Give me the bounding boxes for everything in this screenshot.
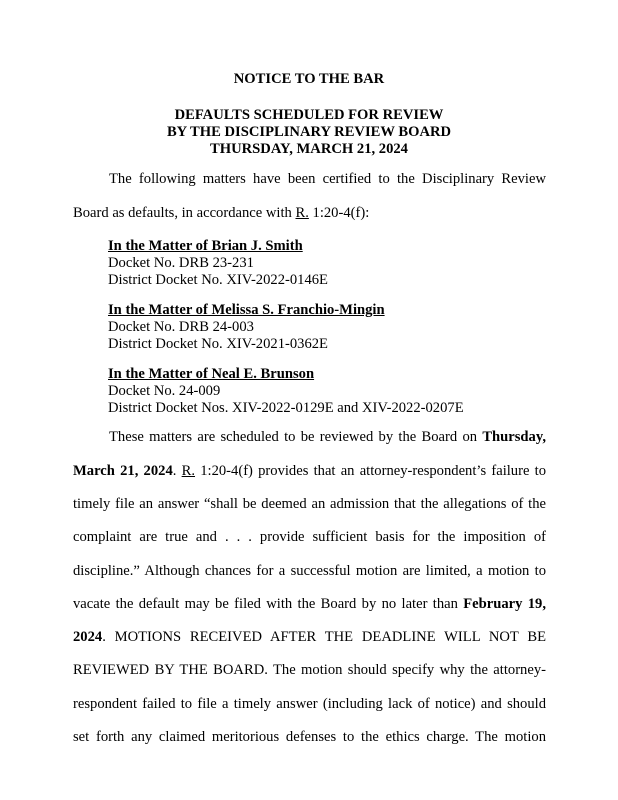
intro-line-2: Board as defaults, in accordance with R. 1:20-4(f): [73, 205, 370, 221]
subtitle-line-3: THURSDAY, MARCH 21, 2024 [210, 141, 408, 157]
body-line-9: respondent failed to file a timely answer (including lack of notice) and should [73, 696, 546, 712]
matter-name: In the Matter of Brian J. Smith [108, 238, 303, 254]
intro-line-1: The following matters have been certified to the Disciplinary Review [109, 171, 546, 187]
body-line-6: vacate the default may be filed with the Board by no later than February 19, [73, 596, 546, 612]
body-line-4: complaint are true and . . . provide sufficient basis for the imposition of [73, 529, 546, 545]
subtitle-line-2: BY THE DISCIPLINARY REVIEW BOARD [166, 124, 452, 140]
body-line-5: discipline.” Although chances for a successful motion are limited, a motion to [73, 563, 546, 579]
body-line-8: REVIEWED BY THE BOARD. The motion should specify why the attorney- [73, 662, 546, 678]
matter-district-docket: District Docket No. XIV-2022-0146E [108, 272, 328, 288]
matter-entry [108, 302, 385, 353]
matter-docket: Docket No. DRB 23-231 [108, 255, 254, 271]
matter-name: In the Matter of Melissa S. Franchio-Mingin [108, 302, 385, 318]
subtitle-line-1: DEFAULTS SCHEDULED FOR REVIEW [174, 107, 444, 123]
matter-district-docket: District Docket No. XIV-2021-0362E [108, 336, 328, 352]
matter-entry [108, 366, 464, 417]
body-line-3: timely file an answer “shall be deemed an admission that the allegations of the [73, 496, 546, 512]
body-line-10: set forth any claimed meritorious defenses to the ethics charge. The motion [73, 729, 546, 745]
matter-name: In the Matter of Neal E. Brunson [108, 366, 315, 382]
body-line-7: 2024. MOTIONS RECEIVED AFTER THE DEADLINE WILL NOT BE [73, 629, 546, 645]
matter-entry [108, 238, 328, 289]
body-line-2: March 21, 2024. R. 1:20-4(f) provides that an attorney-respondent’s failure to [73, 463, 547, 479]
matter-docket: Docket No. DRB 24-003 [108, 319, 254, 335]
rule-reference: R. [295, 205, 309, 221]
body-line-1: These matters are scheduled to be reviewed by the Board on Thursday, [109, 429, 546, 445]
matter-docket: Docket No. 24-009 [108, 383, 221, 399]
matter-district-docket: District Docket Nos. XIV-2022-0129E and XIV-2022-0207E [108, 400, 464, 416]
rule-reference: R. [181, 463, 196, 479]
notice-title: NOTICE TO THE BAR [233, 71, 385, 87]
